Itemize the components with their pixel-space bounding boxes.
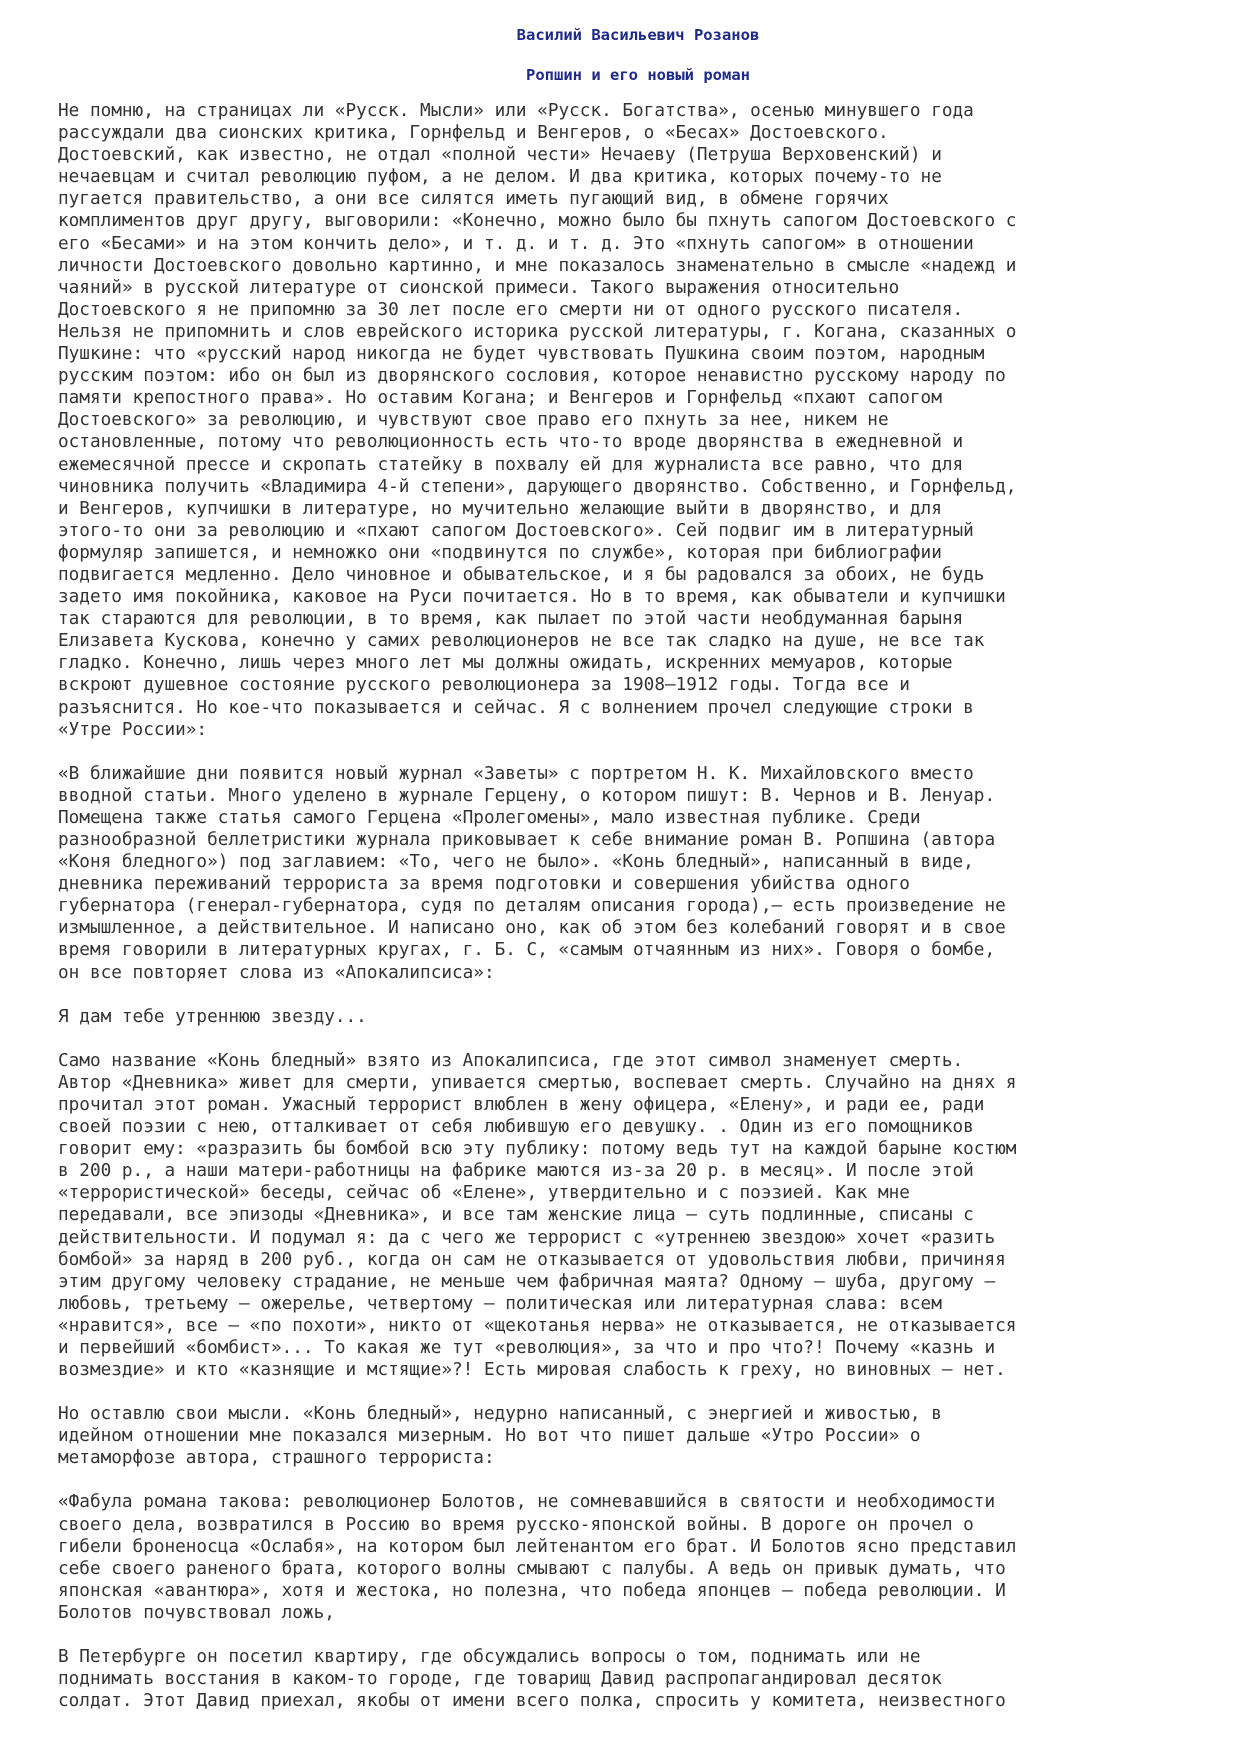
paragraph-6-quote: «Фабула романа такова: революционер Болотов, не сомневавшийся в святости и необходимости своего дела, возвратился в Россию во время русско-японской войны. В дороге он прочел о гибели броненосца «Ослабя», на котором был лейтенантом его брат. И Болотов ясно представил себе своего раненого брата, которого волны смывают с палубы. А ведь он привык думать, что японская «авантюра», хотя и жестока, но полезна, что победа японцев — победа революции. И Болотов почувствовал ложь, — [58, 1492, 1017, 1623]
document-page — [58, 24, 1208, 1734]
paragraph-1: Не помню, на страницах ли «Русск. Мысли» или «Русск. Богатства», осенью минувшего года рассуждали два сионских критика, Горнфельд и Венгеров, о «Бесах» Достоевского. Достоевский, как известно, не отдал «полной чести» Нечаеву (Петруша Верховенский) и нечаевцам и считал революцию пуфом, а не делом. И два критика, которых почему-то не пугается правительство, а они все силятся иметь пугающий вид, в обмене горячих комплиментов друг другу, выговорили: «Конечно, можно было бы пхнуть сапогом Достоевского с его «Бесами» и на этом кончить дело», и т. д. и т. д. Это «пхнуть сапогом» в отношении личности Достоевского довольно картинно, и мне показалось знаменательно в смысле «надежд и чаяний» в русской литературе от сионской примеси. Такого выражения относительно Достоевского я не припомню за 30 лет после его смерти ни от одного русского писателя. Нельзя не припомнить и слов еврейского историка русской литературы, г. Когана, сказанных о Пушкине: что «русский народ никогда не будет чувствовать Пушкина своим поэтом, народным русским поэтом: ибо он был из дворянского сословия, которое ненавистно русскому народу по памяти крепостного права». Но оставим Когана; и Венгеров и Горнфельд «пхают сапогом Достоевского» за революцию, и чувствуют свое право его пхнуть за нее, никем не остановленные, потому что революционность есть что-то вроде дворянства в ежедневной и ежемесячной прессе и скропать статейку в похвалу ей для журналиста все равно, что для чиновника получить «Владимира 4-й степени», дарующего дворянство. Собственно, и Горнфельд, и Венгеров, купчишки в литературе, но мучительно желающие выйти в дворянство, и для этого-то они за революцию и «пхают сапогом Достоевского». Сей подвиг им в литературный формуляр запишется, и немножко они «подвинутся по службе», которая при библиографии подвигается медленно. Дело чиновное и обывательское, и я бы радовался за обоих, не будь задето имя покойника, каковое на Руси почитается. Но в то время, как обыватели и купчишки так стараются для революции, в то время, как пылает по этой части необдуманная барыня Елизавета Кускова, конечно у самих революционеров не все так сладко на душе, не все так гладко. Конечно, лишь через много лет мы должны ожидать, искренних мемуаров, которые вскроют душевное состояние русского революционера за 1908—1912 годы. Тогда все и разъяснится. Но кое-что показывается и сейчас. Я с волнением прочел следующие строки в «Утре России»: — [58, 101, 1017, 740]
paragraph-2-quote: «В ближайшие дни появится новый журнал «Заветы» с портретом Н. К. Михайловского вместо вводной статьи. Много уделено в журнале Герцену, о котором пишут: В. Чернов и В. Ленуар. Помещена также статья самого Герцена «Пролегомены», мало известная публике. Среди разнообразной беллетристики журнала приковывает к себе внимание роман В. Ропшина (автора «Коня бледного») под заглавием: «То, чего не было». «Конь бледный», написанный в виде, дневника переживаний террориста за время подготовки и совершения убийства одного губернатора (генерал-губернатора, судя по деталям описания города),— есть произведение не измышленное, а действительное. И написано оно, как об этом без колебаний говорят и в свое время говорили в литературных кругах, г. Б. С, «самым отчаянным из них». Говоря о бомбе, он все повторяет слова из «Апокалипсиса»: — [58, 763, 1006, 983]
author-name: Василий Васильевич Розанов — [516, 26, 760, 44]
article-body — [58, 100, 1208, 1712]
paragraph-7: В Петербурге он посетил квартиру, где обсуждались вопросы о том, поднимать или не поднимать восстания в каком-то городе, где товарищ Давид распропагандировал десяток солдат. Этот Давид приехал, якобы от имени всего полка, спросить у комитета, неизвестного — [58, 1647, 1006, 1712]
paragraph-3-epigraph: Я дам тебе утреннюю звезду... — [58, 1006, 367, 1027]
article-title: Ропшин и его новый роман — [526, 66, 750, 84]
paragraph-4: Само название «Конь бледный» взято из Апокалипсиса, где этот символ знаменует смерть. Автор «Дневника» живет для смерти, упивается смертью, воспевает смерть. Случайно на днях я прочитал этот роман. Ужасный террорист влюблен в жену офицера, «Елену», и ради ее, ради своей поэзии с нею, отталкивает от себя любившую его девушку. . Один из его помощников говорит ему: «разразить бы бомбой всю эту публику: потому ведь тут на каждой барыне костюм в 200 р., а наши матери-работницы на фабрике маются из-за 20 р. в месяц». И после этой «террористической» беседы, сейчас об «Елене», утвердительно и с поэзией. Как мне передавали, все эпизоды «Дневника», и все там женские лица — суть подлинные, списаны с действительности. И подумал я: да с чего же террорист с «утреннею звездою» хочет «разить бомбой» за наряд в 200 руб., когда он сам не отказывается от удовольствия любви, причиняя этим другому человеку страдание, не меньше чем фабричная маята? Одному — шуба, другому — любовь, третьему — ожерелье, четвертому — политическая или литературная слава: всем «нравится», все — «по похоти», никто от «щекотанья нерва» не отказывается, не отказывается и первейший «бомбист»... То какая же тут «революция», за что и про что?! Почему «казнь и возмездие» и кто «казнящие и мстящие»?! Есть мировая слабость к греху, но виновных — нет. — [58, 1050, 1017, 1381]
paragraph-5: Но оставлю свои мысли. «Конь бледный», недурно написанный, с энергией и живостью, в идейном отношении мне показался мизерным. Но вот что пишет дальше «Утро России» о метаморфозе автора, страшного террориста: — [58, 1404, 942, 1469]
